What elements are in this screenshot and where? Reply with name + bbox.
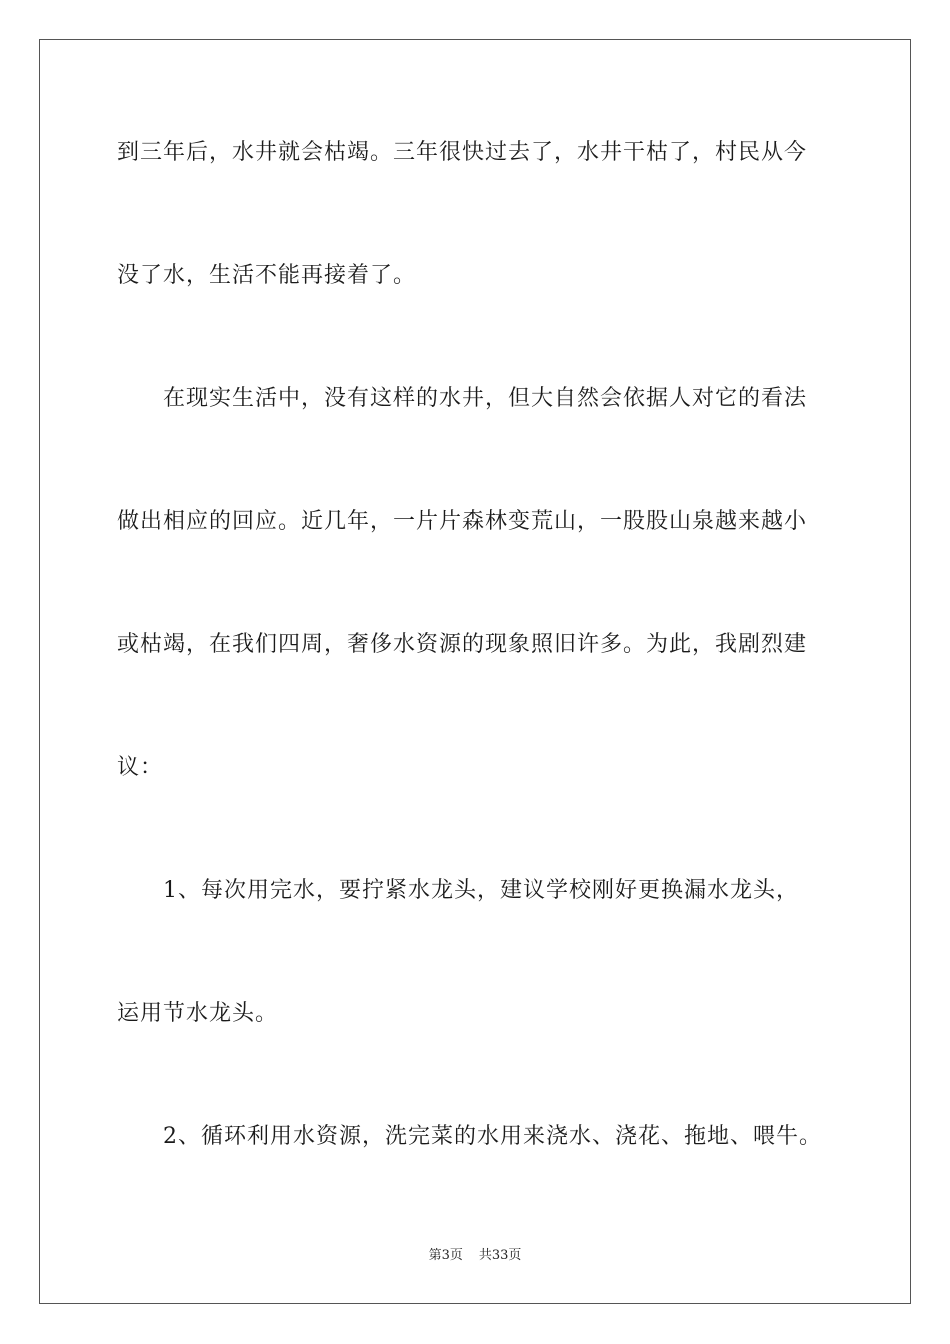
text-line-6: 议： <box>117 755 164 780</box>
text-line-4: 做出相应的回应。近几年，一片片森林变荒山，一股股山泉越来越小 <box>117 509 808 534</box>
page-total: 共33页 <box>478 1248 522 1263</box>
page-footer <box>0 1248 950 1264</box>
text-line-5: 或枯竭，在我们四周，奢侈水资源的现象照旧许多。为此，我剧烈建 <box>117 632 808 657</box>
list-item-2-line: 2、循环利用水资源，洗完菜的水用来浇水、浇花、拖地、喂牛。 <box>163 1124 822 1149</box>
text-line-2: 没了水，生活不能再接着了。 <box>117 263 417 288</box>
list-item-1-continuation: 运用节水龙头。 <box>117 1001 279 1026</box>
text-line-1: 到三年后，水井就会枯竭。三年很快过去了，水井干枯了，村民从今 <box>117 140 808 165</box>
paragraph-start-line: 在现实生活中，没有这样的水井，但大自然会依据人对它的看法 <box>163 386 808 411</box>
page-number: 第3页 <box>428 1248 463 1263</box>
page-border <box>39 39 911 1304</box>
list-item-1-line: 1、每次用完水，要拧紧水龙头，建议学校刚好更换漏水龙头， <box>163 878 799 903</box>
